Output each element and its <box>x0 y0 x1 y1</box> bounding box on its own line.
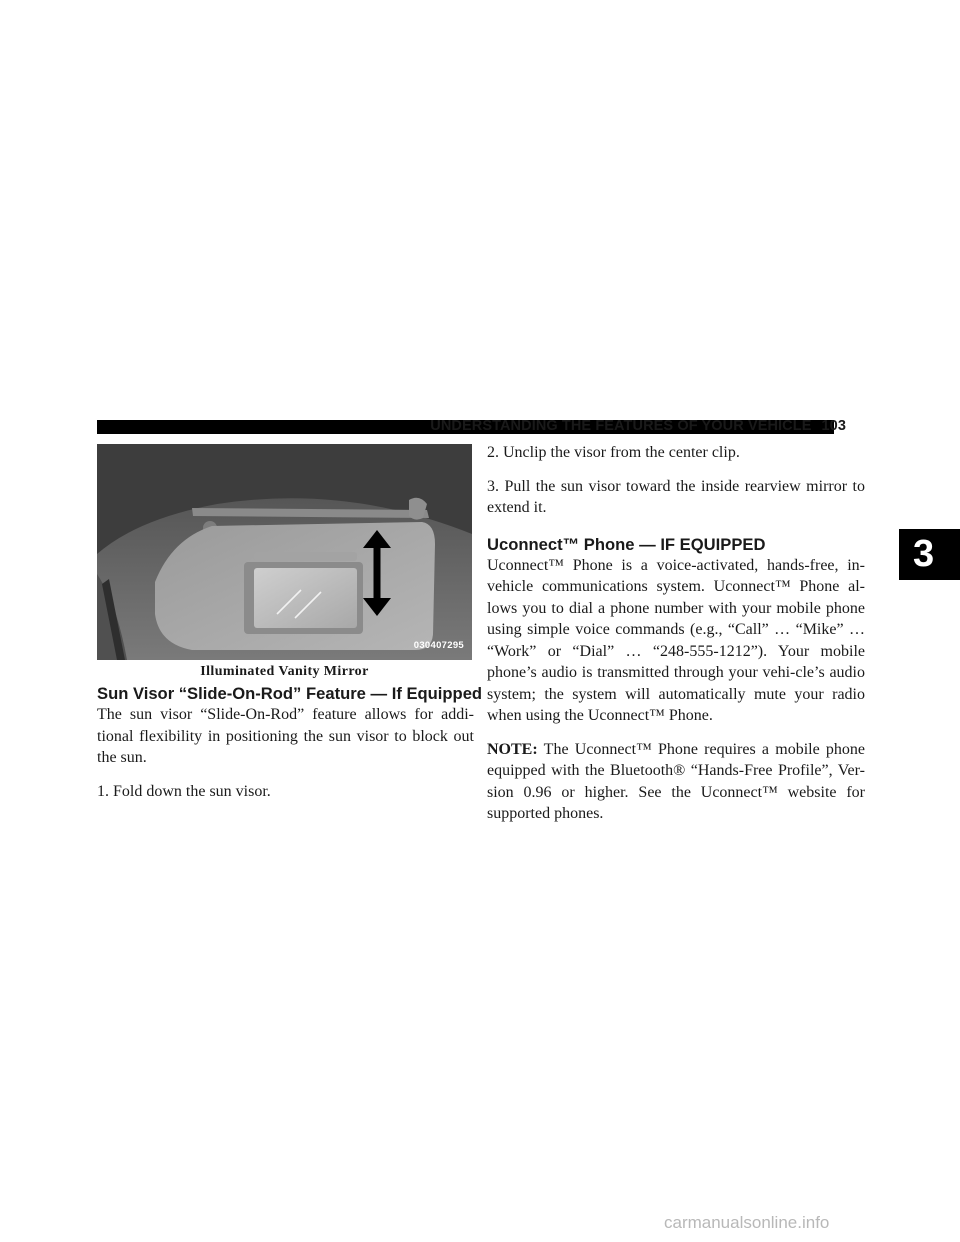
note-paragraph <box>487 739 865 825</box>
uconnect-paragraph: Uconnect™ Phone is a voice-activated, hands-free, in-vehicle communications system. Uconnect™ Phone al-lows you to dial a phone number with your mobile phone using simple voice commands (e.g., “Call” … “Mike” … “Work” or “Dial” … “248-555-1212”). Your mobile phone’s audio is transmitted through your vehi-cle’s audio system; the system will automatically mute your radio when using the Uconnect™ Phone. <box>487 556 865 724</box>
sun-visor-illustration <box>97 444 472 660</box>
figure-code: 030407295 <box>413 640 464 651</box>
watermark: carmanualsonline.info <box>664 1213 830 1232</box>
note-text: The Uconnect™ Phone requires a mobile phone equipped with the Bluetooth® “Hands-Free Profile”, Ver-sion 0.96 or higher. See the Uconnect™ website for supported phones. <box>487 740 865 822</box>
figure-caption: Illuminated Vanity Mirror <box>200 664 369 679</box>
vanity-mirror-figure <box>97 444 472 660</box>
sun-visor-heading: Sun Visor “Slide-On-Rod” Feature — If Equipped <box>97 684 483 703</box>
step-3: 3. Pull the sun visor toward the inside rearview mirror to extend it. <box>487 477 865 516</box>
running-header <box>430 418 846 434</box>
chapter-tab[interactable]: 3 <box>899 529 960 580</box>
left-column <box>97 684 483 802</box>
uconnect-heading: Uconnect™ Phone — IF EQUIPPED <box>487 534 766 554</box>
page-number: 103 <box>821 418 846 434</box>
step-1: 1. Fold down the sun visor. <box>97 782 271 800</box>
step-2: 2. Unclip the visor from the center clip. <box>487 444 740 461</box>
right-column <box>487 442 865 825</box>
note-label: NOTE: <box>487 740 538 758</box>
sun-visor-paragraph: The sun visor “Slide-On-Rod” feature allows for addi-tional flexibility in positioning the sun visor to block out the sun. <box>97 706 474 766</box>
section-title: UNDERSTANDING THE FEATURES OF YOUR VEHICLE <box>430 418 812 434</box>
